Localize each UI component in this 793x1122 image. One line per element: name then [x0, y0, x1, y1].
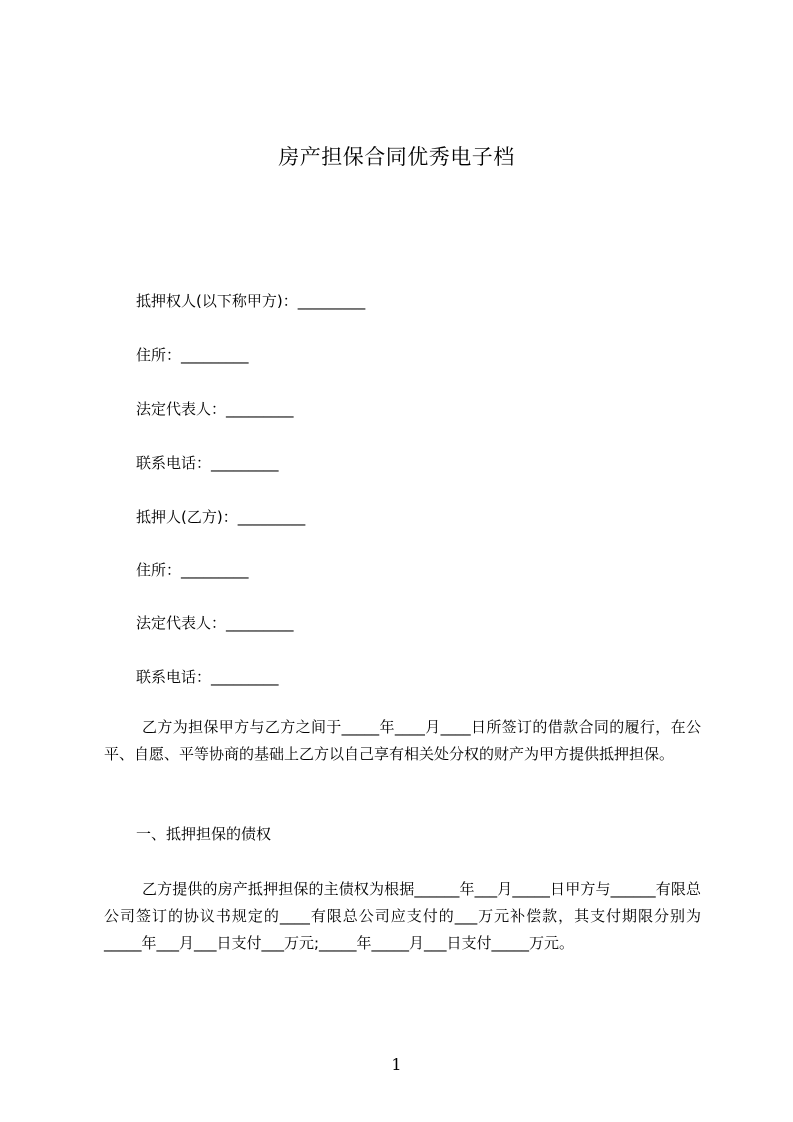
mortgagee-field: 抵押权人(以下称甲方)：_________ [136, 292, 366, 310]
mortgagee-legal-rep-field: 法定代表人：_________ [136, 400, 294, 418]
mortgagor-address-field: 住所：_________ [136, 561, 249, 579]
mortgagee-phone-field: 联系电话：_________ [136, 454, 279, 472]
section-one-heading: 一、抵押担保的债权 [136, 825, 272, 843]
mortgagee-address-field: 住所：_________ [136, 346, 249, 364]
mortgagor-field: 抵押人(乙方)：_________ [136, 508, 306, 526]
mortgagor-phone-field: 联系电话：_________ [136, 668, 279, 686]
intro-paragraph: 乙方为担保甲方与乙方之间于_____年____月____日所签订的借款合同的履行，在公平、自愿、平等协商的基础上乙方以自己享有相关处分权的财产为甲方提供抵押担保。 [104, 718, 701, 763]
page-number: 1 [391, 1055, 402, 1074]
mortgagor-legal-rep-field: 法定代表人：_________ [136, 614, 294, 632]
document-title: 房产担保合同优秀电子档 [278, 145, 515, 169]
section-one-paragraph: 乙方提供的房产抵押担保的主债权为根据______年___月_____日甲方与______有限总公司签订的协议书规定的____有限总公司应支付的___万元补偿款，其支付期限分别为_____年___月___日支付___万元;_____年_____月___日支付_____万元。 [104, 880, 701, 952]
